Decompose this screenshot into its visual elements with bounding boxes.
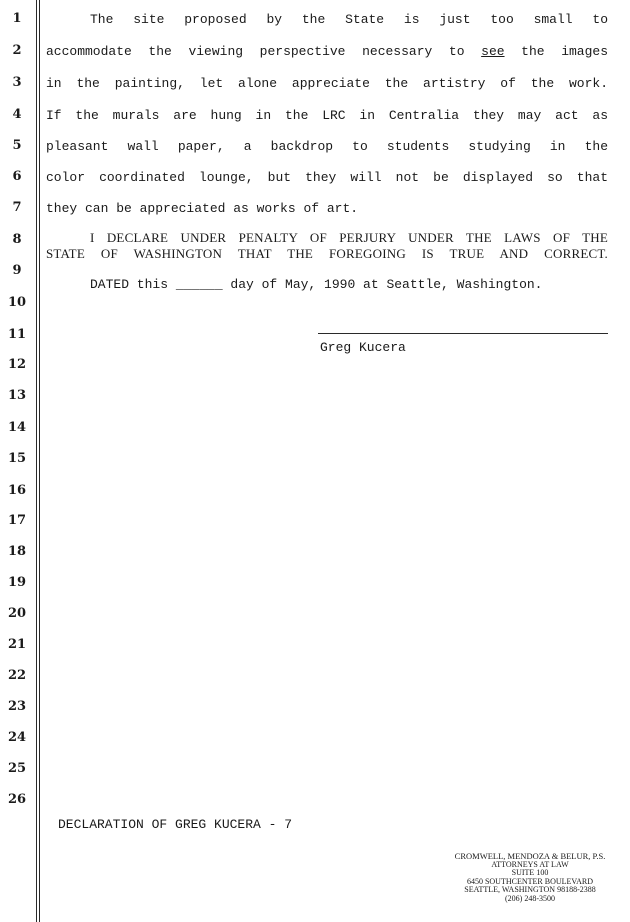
line-number: 6 [12, 169, 22, 184]
line-number: 3 [12, 75, 22, 90]
line-number: 22 [7, 668, 27, 683]
body-line-4: If the murals are hung in the LRC in Centralia they may act as [46, 108, 608, 123]
line-number: 13 [7, 388, 27, 403]
line-number: 11 [7, 327, 27, 342]
firm-line: ATTORNEYS AT LAW [491, 859, 569, 869]
declaration-line-2: STATE OF WASHINGTON THAT THE FOREGOING IS TRUE AND CORRECT. [46, 246, 608, 261]
firm-line: SUITE 100 [511, 868, 549, 877]
line-number: 12 [7, 357, 27, 372]
body-line-2-end: the images [521, 44, 608, 59]
line-number: 24 [7, 730, 27, 745]
line-number: 10 [7, 295, 27, 310]
firm-phone: (206) 248-3500 [505, 893, 555, 903]
line-number: 25 [7, 761, 27, 776]
left-margin-rule [36, 0, 37, 922]
line-number: 16 [7, 483, 27, 498]
document-caption: DECLARATION OF GREG KUCERA - 7 [58, 817, 293, 832]
declaration-line-1: I DECLARE UNDER PENALTY OF PERJURY UNDER THE LAWS OF THE [90, 230, 608, 245]
body-line-2 [46, 44, 608, 59]
line-number: 17 [7, 513, 27, 528]
body-line-3: in the painting, let alone appreciate the artistry of the work. [46, 76, 608, 91]
line-number: 15 [7, 451, 27, 466]
line-number: 2 [12, 43, 22, 58]
line-number: 5 [12, 138, 22, 153]
body-line-5: pleasant wall paper, a backdrop to students studying in the [46, 139, 608, 154]
body-line-1: The site proposed by the State is just too small to [90, 12, 608, 27]
line-number: 8 [12, 232, 22, 247]
body-line-6: color coordinated lounge, but they will not be displayed so that [46, 170, 608, 185]
body-line-2-start: accommodate the viewing perspective necessary to [46, 44, 465, 59]
firm-name: CROMWELL, MENDOZA & BELUR, P.S. [454, 851, 606, 861]
body-line-7: they can be appreciated as works of art. [46, 201, 359, 216]
line-number: 4 [12, 107, 22, 122]
line-number: 9 [12, 263, 22, 278]
dated-line: DATED this ______ day of May, 1990 at Seattle, Washington. [90, 277, 543, 292]
firm-line: SEATTLE, WASHINGTON 98188-2388 [464, 885, 596, 894]
line-number: 19 [7, 575, 27, 590]
firm-line: 6450 SOUTHCENTER BOULEVARD [466, 876, 594, 886]
signature-line [318, 333, 608, 334]
line-number: 23 [7, 699, 27, 714]
signatory-name: Greg Kucera [320, 340, 406, 355]
line-number: 14 [7, 420, 27, 435]
line-number: 1 [12, 11, 22, 26]
line-number: 26 [7, 792, 27, 807]
law-firm-block [436, 852, 624, 903]
line-number: 7 [12, 200, 22, 215]
underlined-word: see [481, 44, 505, 59]
line-number: 18 [7, 544, 27, 559]
line-number: 20 [7, 606, 27, 621]
line-number: 21 [7, 637, 27, 652]
left-margin-rule-inner [39, 0, 40, 922]
